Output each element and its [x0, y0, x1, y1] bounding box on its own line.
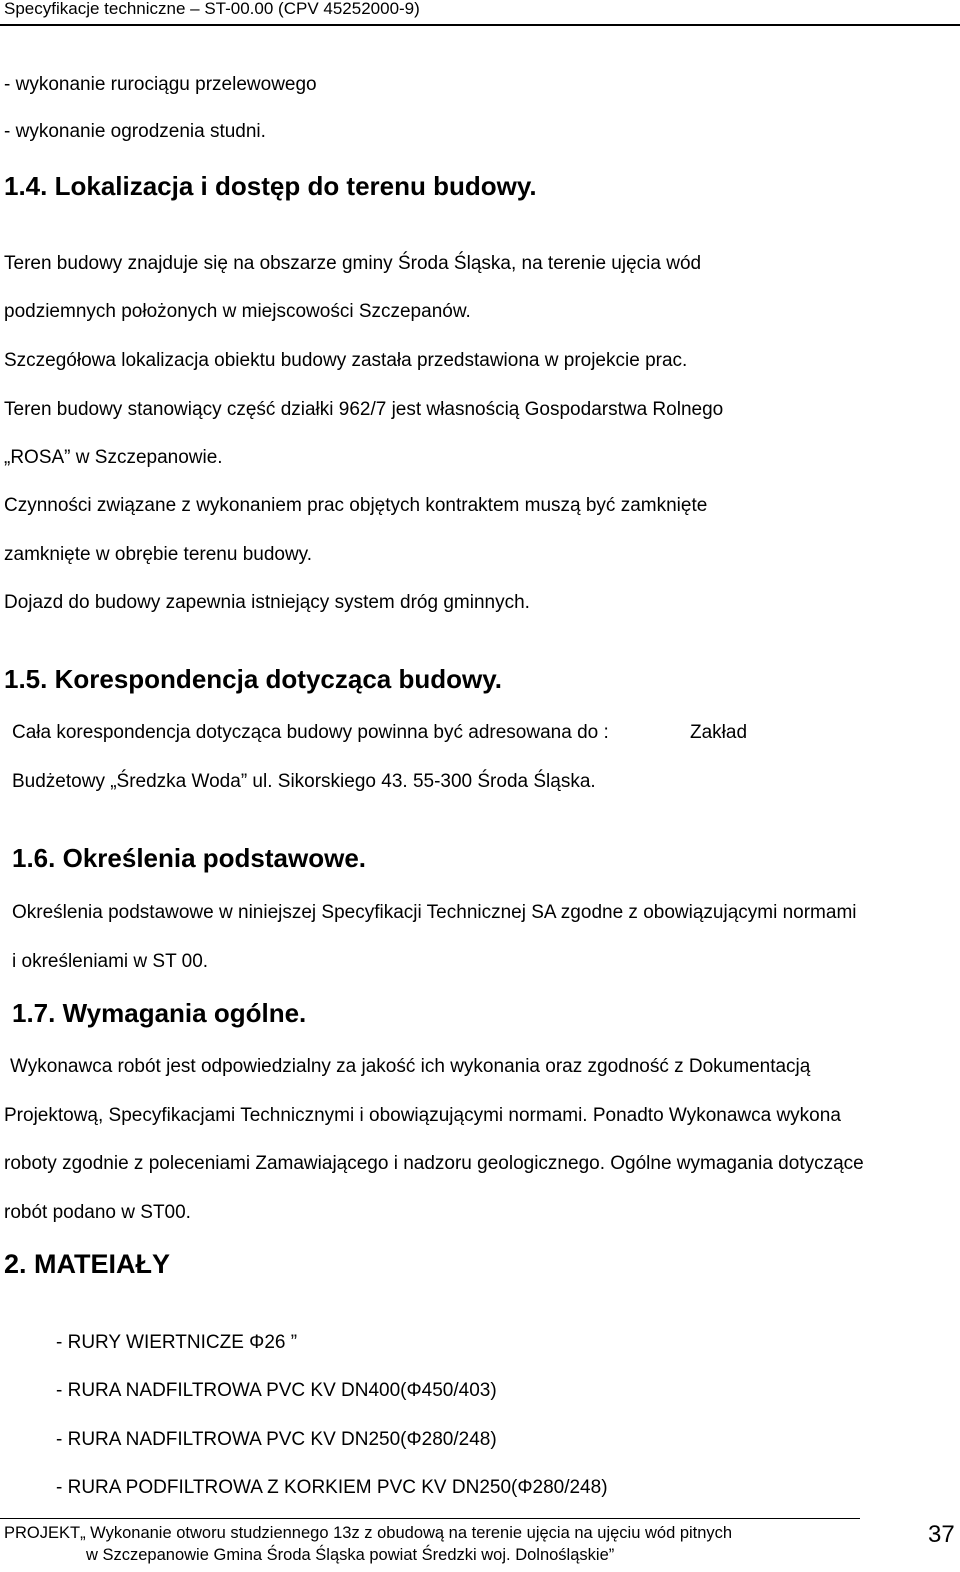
paragraph-line: i określeniami w ST 00.	[12, 951, 209, 972]
list-item: - wykonanie ogrodzenia studni.	[4, 121, 266, 142]
materials-item: - RURA NADFILTROWA PVC KV DN250(Φ280/248)	[56, 1429, 497, 1450]
page-number: 37	[928, 1521, 955, 1548]
paragraph-line: Czynności związane z wykonaniem prac objętych kontraktem muszą być zamknięte	[4, 495, 708, 516]
list-item: - wykonanie rurociągu przelewowego	[4, 74, 317, 95]
paragraph-line: podziemnych położonych w miejscowości Szczepanów.	[4, 301, 471, 322]
paragraph-line: Teren budowy znajduje się na obszarze gminy Środa Śląska, na terenie ujęcia wód	[4, 253, 702, 274]
section-heading-1-6: 1.6. Określenia podstawowe.	[12, 843, 367, 873]
paragraph-line: robót podano w ST00.	[4, 1202, 191, 1223]
footer-divider	[0, 1518, 860, 1519]
footer-project-line-2: w Szczepanowie Gmina Środa Śląska powiat Średzki woj. Dolnośląskie”	[86, 1546, 615, 1564]
paragraph-line: Szczegółowa lokalizacja obiektu budowy zastała przedstawiona w projekcie prac.	[4, 350, 688, 371]
section-heading-2: 2. MATEIAŁY	[4, 1249, 171, 1279]
paragraph-line: Wykonawca robót jest odpowiedzialny za jakość ich wykonania oraz zgodność z Dokumentacją	[10, 1056, 811, 1077]
paragraph-line: zamknięte w obrębie terenu budowy.	[4, 544, 313, 565]
paragraph-line: Określenia podstawowe w niniejszej Specyfikacji Technicznej SA zgodne z obowiązującymi normami	[12, 902, 857, 923]
footer-project-line-1: PROJEKT„ Wykonanie otworu studziennego 13z z obudową na terenie ujęcia na ujęciu wód pitnych	[4, 1524, 733, 1542]
page-header-title: Specyfikacje techniczne – ST-00.00 (CPV 45252000-9)	[4, 0, 420, 18]
section-heading-1-7: 1.7. Wymagania ogólne.	[12, 998, 307, 1028]
paragraph-line: roboty zgodnie z poleceniami Zamawiającego i nadzoru geologicznego. Ogólne wymagania dotyczące	[4, 1153, 864, 1174]
paragraph-line: Budżetowy „Średzka Woda” ul. Sikorskiego 43. 55-300 Środa Śląska.	[12, 771, 596, 792]
materials-item: - RURA PODFILTROWA Z KORKIEM PVC KV DN250(Φ280/248)	[56, 1477, 608, 1498]
materials-item: - RURA NADFILTROWA PVC KV DN400(Φ450/403)	[56, 1380, 497, 1401]
paragraph-line: Zakład	[690, 722, 748, 743]
paragraph-line: „ROSA” w Szczepanowie.	[4, 447, 223, 468]
paragraph-line: Dojazd do budowy zapewnia istniejący system dróg gminnych.	[4, 592, 530, 613]
header-divider	[0, 24, 960, 26]
paragraph-line: Cała korespondencja dotycząca budowy powinna być adresowana do :	[12, 722, 609, 743]
section-heading-1-4: 1.4. Lokalizacja i dostęp do terenu budowy.	[4, 171, 537, 201]
paragraph-line: Teren budowy stanowiący część działki 962/7 jest własnością Gospodarstwa Rolnego	[4, 399, 724, 420]
paragraph-line: Projektową, Specyfikacjami Technicznymi i obowiązującymi normami. Ponadto Wykonawca wykona	[4, 1105, 841, 1126]
materials-item: - RURY WIERTNICZE Φ26 ”	[56, 1332, 298, 1353]
section-heading-1-5: 1.5. Korespondencja dotycząca budowy.	[4, 664, 502, 694]
